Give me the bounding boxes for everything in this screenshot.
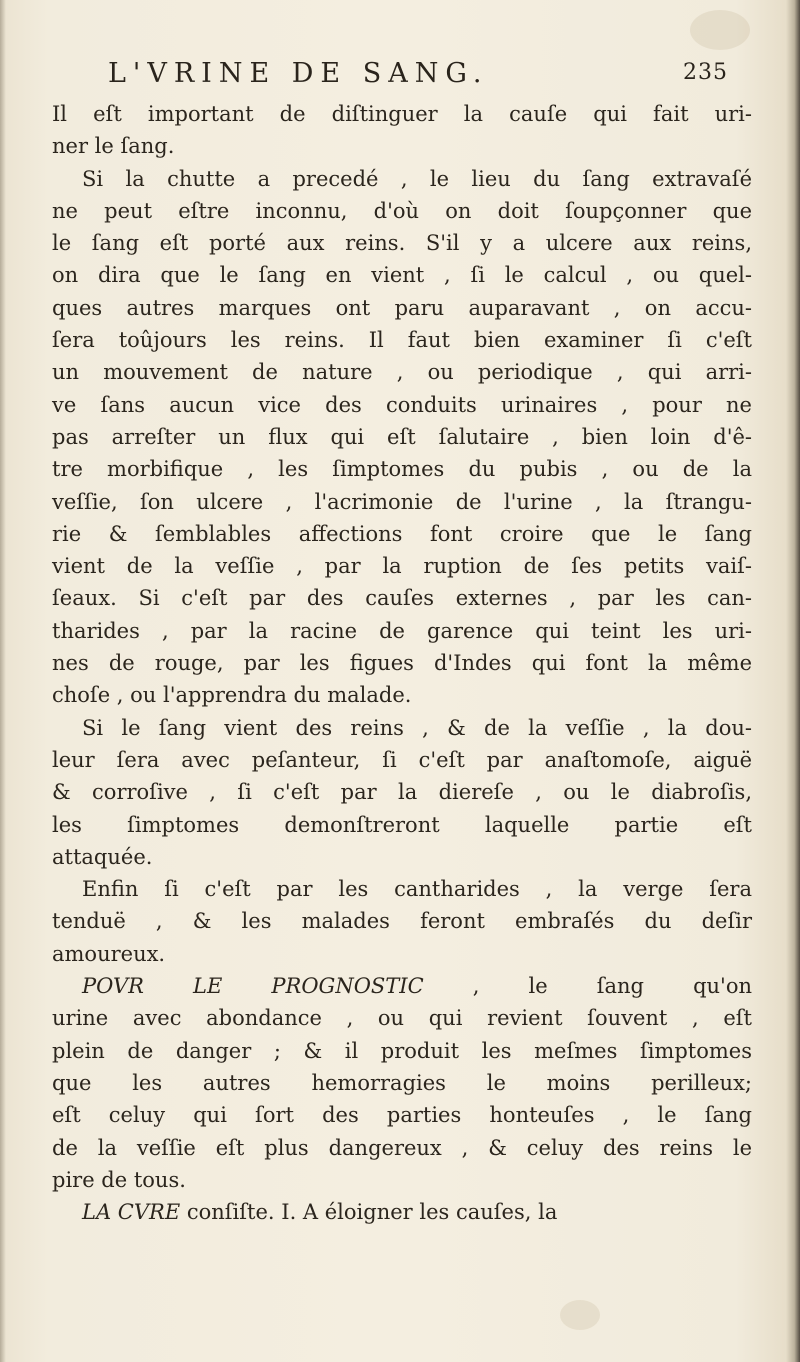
text-line: Enfin ſi c'eſt par les cantharides , la verge ſera [82, 877, 752, 902]
cure-heading: LA CVRE [82, 1200, 181, 1225]
prognostic-heading: POVR LE PROGNOSTIC [82, 974, 424, 999]
prognostic-first-rest: , le ſang qu'on [472, 974, 752, 999]
text-line: leur ſera avec peſanteur, ſi c'eſt par anaſtomoſe, aiguë [52, 747, 752, 772]
text-line: ne peut eſtre inconnu, d'où on doit ſoupçonner que [52, 198, 752, 223]
cure-line [52, 1196, 752, 1228]
text-line: ſeaux. Si c'eſt par des cauſes externes , par les can- [52, 586, 752, 611]
text-line: ques autres marques ont paru auparavant , on accu- [52, 295, 752, 320]
text-line: amoureux. [52, 941, 166, 966]
text-line: vient de la veſſie , par la ruption de ſes petits vaiſ- [52, 554, 752, 579]
prognostic-first-line [52, 970, 752, 1002]
paper-stain [690, 10, 750, 50]
text-line: tre morbifique , les ſimptomes du pubis , ou de la [52, 457, 752, 482]
text-line: pire de tous. [52, 1167, 186, 1192]
page-right-edge [786, 0, 800, 1362]
text-line: choſe , ou l'apprendra du malade. [52, 683, 412, 708]
text-line: Si la chutte a precedé , le lieu du ſang extravaſé [82, 166, 752, 191]
text-line: un mouvement de nature , ou periodique , qui arri- [52, 360, 752, 385]
page-number: 235 [683, 60, 728, 85]
paper-stain [560, 1300, 600, 1330]
text-line: eſt celuy qui ſort des parties honteuſes , le ſang [52, 1103, 752, 1128]
text-line: Il eſt important de diſtinguer la cauſe qui fait uri- [52, 102, 752, 126]
text-line: pas arreſter un flux qui eſt ſalutaire , bien loin d'ê- [52, 424, 752, 449]
body-text [52, 98, 752, 1228]
text-line: & corroſive , ſi c'eſt par la diereſe , ou le diabroſis, [52, 780, 752, 805]
text-line: nes de rouge, par les figues d'Indes qui font la même [52, 651, 752, 676]
text-line: de la veſſie eſt plus dangereux , & celuy des reins le [52, 1135, 752, 1160]
text-line: tenduë , & les malades feront embraſés du deſir [52, 909, 752, 934]
text-line: Si le ſang vient des reins , & de la veſſie , la dou- [82, 715, 752, 740]
text-line: ſera toûjours les reins. Il faut bien examiner ſi c'eſt [52, 328, 752, 353]
text-line: urine avec abondance , ou qui revient ſouvent , eſt [52, 1006, 752, 1031]
text-line: rie & ſemblables affections font croire que le ſang [52, 521, 752, 546]
text-line: ner le ſang. [52, 134, 175, 159]
cure-rest: conſiſte. I. A éloigner les cauſes, la [186, 1200, 558, 1225]
page-left-edge [0, 0, 6, 1362]
text-line: veſſie, ſon ulcere , l'acrimonie de l'urine , la ſtrangu- [52, 489, 752, 514]
text-line: tharides , par la racine de garence qui teint les uri- [52, 618, 752, 643]
text-line: que les autres hemorragies le moins perilleux; [52, 1070, 752, 1095]
text-line: les ſimptomes demonſtreront laquelle partie eſt [52, 812, 752, 837]
text-line: on dira que le ſang en vient , ſi le calcul , ou quel- [52, 263, 752, 288]
page-header [108, 58, 728, 94]
text-line: le ſang eſt porté aux reins. S'il y a ulcere aux reins, [52, 231, 752, 256]
text-line: ve ſans aucun vice des conduits urinaires , pour ne [52, 392, 752, 417]
text-line: attaquée. [52, 844, 153, 869]
text-line: plein de danger ; & il produit les meſmes ſimptomes [52, 1038, 752, 1063]
running-head: L'VRINE DE SANG. [108, 58, 489, 89]
